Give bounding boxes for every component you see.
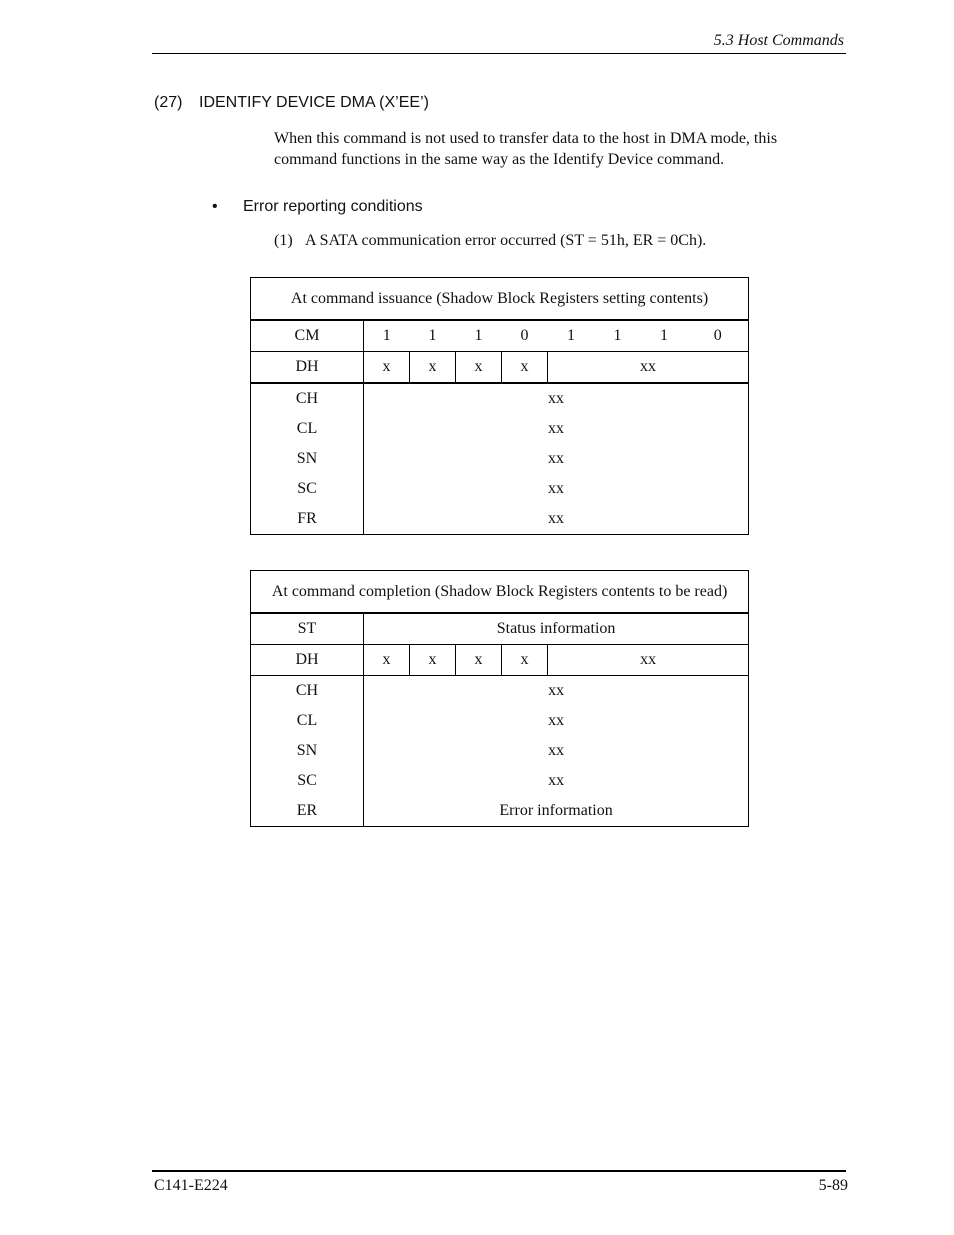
- register-label: CH: [251, 676, 364, 707]
- register-label: SN: [251, 736, 364, 766]
- section-number: (27): [154, 94, 183, 111]
- bit-cell: 1: [641, 320, 688, 352]
- table-caption: At command completion (Shadow Block Registers contents to be read): [251, 571, 749, 614]
- bullet-item: [212, 198, 423, 216]
- table-row-cm: [251, 320, 749, 352]
- condition-number: (1): [274, 232, 293, 249]
- condition-item: [274, 232, 706, 250]
- bullet-text: Error reporting conditions: [243, 198, 423, 215]
- bit-cell: x: [502, 352, 548, 384]
- bit-cell: 1: [548, 320, 595, 352]
- bit-cell: 1: [595, 320, 641, 352]
- bit-cell-rest: xx: [548, 352, 749, 384]
- bit-cell: 1: [410, 320, 456, 352]
- bit-cell: x: [456, 645, 502, 676]
- register-value: xx: [364, 383, 749, 414]
- table-row: [251, 796, 749, 827]
- table-row-dh: [251, 352, 749, 384]
- footer-doc-id: C141-E224: [154, 1177, 228, 1194]
- register-label: SN: [251, 444, 364, 474]
- bit-cell: x: [364, 352, 410, 384]
- completion-register-table: [250, 570, 749, 827]
- header-rule: [152, 53, 846, 54]
- table-caption: At command issuance (Shadow Block Registers setting contents): [251, 278, 749, 321]
- register-label: ST: [251, 613, 364, 645]
- register-value: Error information: [364, 796, 749, 827]
- table-row: [251, 474, 749, 504]
- register-label: CH: [251, 383, 364, 414]
- condition-text: A SATA communication error occurred (ST = 51h, ER = 0Ch).: [305, 232, 707, 249]
- register-label: DH: [251, 352, 364, 384]
- register-label: SC: [251, 766, 364, 796]
- register-label: CL: [251, 706, 364, 736]
- register-value: xx: [364, 676, 749, 707]
- bit-cell: x: [502, 645, 548, 676]
- bit-cell: 0: [502, 320, 548, 352]
- register-value: xx: [364, 474, 749, 504]
- section-title: IDENTIFY DEVICE DMA (X’EE’): [199, 94, 429, 111]
- register-value: xx: [364, 414, 749, 444]
- bit-cell: 1: [456, 320, 502, 352]
- register-value: xx: [364, 504, 749, 535]
- footer-rule: [152, 1170, 846, 1172]
- register-value: xx: [364, 766, 749, 796]
- register-label: CL: [251, 414, 364, 444]
- register-value: Status information: [364, 613, 749, 645]
- bit-cell: 1: [364, 320, 410, 352]
- register-label: CM: [251, 320, 364, 352]
- running-header: 5.3 Host Commands: [713, 32, 844, 49]
- table-row: [251, 414, 749, 444]
- register-label: DH: [251, 645, 364, 676]
- register-label: SC: [251, 474, 364, 504]
- table-row: [251, 736, 749, 766]
- section-heading: [154, 94, 429, 112]
- intro-paragraph: When this command is not used to transfer data to the host in DMA mode, this command functions in the same way as the Identify Device command.: [274, 130, 778, 168]
- register-label: FR: [251, 504, 364, 535]
- bit-cell-rest: xx: [548, 645, 749, 676]
- bit-cell: x: [456, 352, 502, 384]
- issuance-register-table: [250, 277, 749, 535]
- register-value: xx: [364, 444, 749, 474]
- bit-cell: x: [410, 645, 456, 676]
- register-value: xx: [364, 706, 749, 736]
- table-row: [251, 706, 749, 736]
- bullet-icon: •: [212, 198, 218, 215]
- table-row: [251, 504, 749, 535]
- register-value: xx: [364, 736, 749, 766]
- bit-cell: x: [410, 352, 456, 384]
- table-row: [251, 676, 749, 707]
- table-row-st: [251, 613, 749, 645]
- table-row: [251, 444, 749, 474]
- register-label: ER: [251, 796, 364, 827]
- bit-cell: x: [364, 645, 410, 676]
- bit-cell: 0: [688, 320, 749, 352]
- table-row: [251, 766, 749, 796]
- table-row-dh: [251, 645, 749, 676]
- footer-page-number: 5-89: [818, 1177, 848, 1194]
- table-row: [251, 383, 749, 414]
